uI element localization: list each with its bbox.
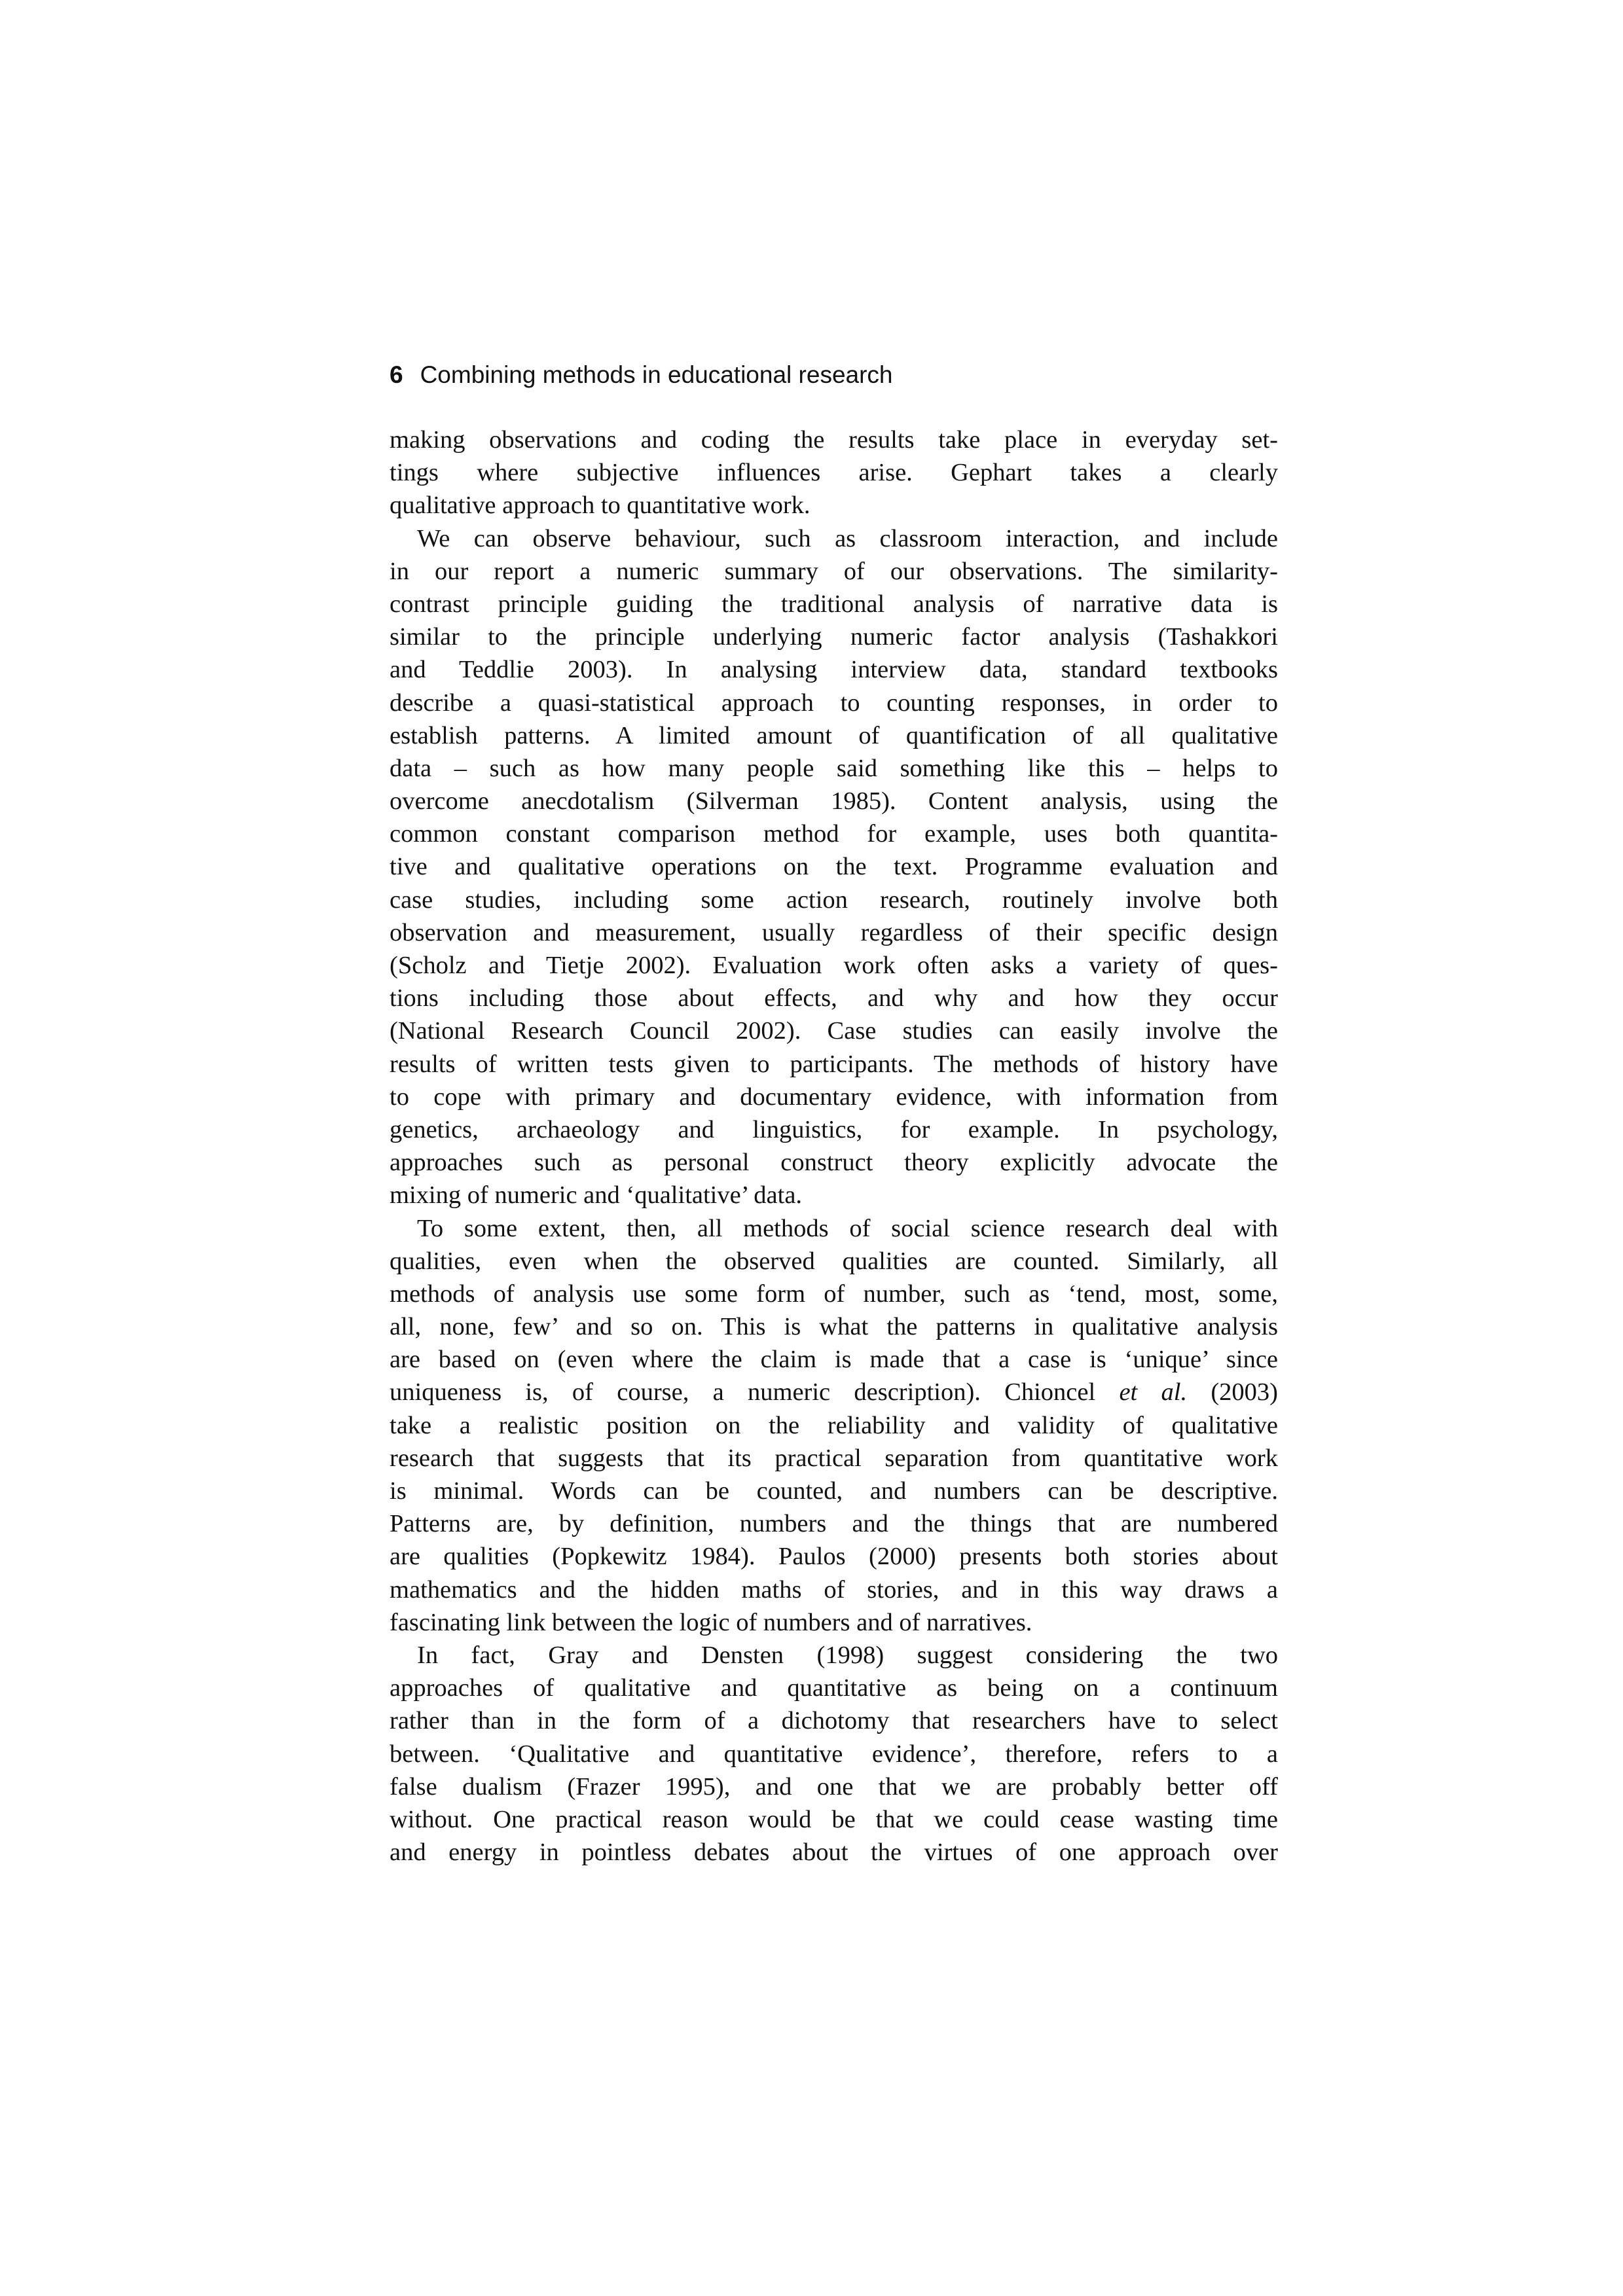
paragraph [390, 423, 1278, 522]
text-line: to cope with primary and documentary evidence, with information from [390, 1083, 1278, 1111]
text-line: without. One practical reason would be that we could cease wasting time [390, 1805, 1278, 1833]
text-line: are qualities (Popkewitz 1984). Paulos (2000) presents both stories about [390, 1543, 1278, 1571]
text-line: are based on (even where the claim is made that a case is ‘unique’ since [390, 1346, 1278, 1374]
text-line: similar to the principle underlying numeric factor analysis (Tashakkori [390, 623, 1278, 651]
paragraph [390, 1212, 1278, 1639]
paragraph [390, 1639, 1278, 1869]
text-line: tions including those about effects, and why and how they occur [390, 984, 1278, 1013]
text-line: rather than in the form of a dichotomy that researchers have to select [390, 1707, 1278, 1735]
text-line: overcome anecdotalism (Silverman 1985). Content analysis, using the [390, 787, 1278, 816]
italic-text: et al. [1119, 1378, 1188, 1407]
text-line: take a realistic position on the reliability and validity of qualitative [390, 1411, 1278, 1439]
text-line: Patterns are, by definition, numbers and the things that are numbered [390, 1510, 1278, 1538]
text-line: tings where subjective influences arise. Gephart takes a clearly [390, 459, 1278, 487]
text-line: mathematics and the hidden maths of stories, and in this way draws a [390, 1575, 1278, 1604]
text-segment: (2003) [1187, 1378, 1278, 1407]
text-line: making observations and coding the results take place in everyday set- [390, 426, 1278, 454]
body-text [390, 423, 1278, 1869]
text-line: fascinating link between the logic of numbers and of narratives. [390, 1608, 1032, 1636]
text-line: results of written tests given to participants. The methods of history have [390, 1050, 1278, 1078]
text-line: all, none, few’ and so on. This is what the patterns in qualitative analysis [390, 1313, 1278, 1341]
text-line: false dualism (Frazer 1995), and one that we are probably better off [390, 1772, 1278, 1801]
text-line: To some extent, then, all methods of social science research deal with [417, 1214, 1278, 1242]
text-line: case studies, including some action research, routinely involve both [390, 886, 1278, 914]
text-line: describe a quasi-statistical approach to counting responses, in order to [390, 689, 1278, 717]
text-line: in our report a numeric summary of our observations. The similarity- [390, 557, 1278, 585]
text-line: qualities, even when the observed qualities are counted. Similarly, all [390, 1247, 1278, 1275]
text-line: research that suggests that its practical separation from quantitative work [390, 1444, 1278, 1472]
text-segment: uniqueness is, of course, a numeric description). Chioncel [390, 1378, 1120, 1407]
text-line: mixing of numeric and ‘qualitative’ data. [390, 1181, 803, 1210]
text-line: and energy in pointless debates about the virtues of one approach over [390, 1839, 1278, 1867]
text-line: (Scholz and Tietje 2002). Evaluation work often asks a variety of ques- [390, 952, 1278, 979]
text-line: and Teddlie 2003). In analysing interview data, standard textbooks [390, 656, 1278, 684]
paragraph [390, 522, 1278, 1212]
text-line: qualitative approach to quantitative work. [390, 492, 811, 520]
text-line: observation and measurement, usually regardless of their specific design [390, 918, 1278, 946]
text-line: tive and qualitative operations on the text. Programme evaluation and [390, 853, 1278, 881]
page-number: 6 [390, 361, 403, 388]
text-line: approaches such as personal construct theory explicitly advocate the [390, 1149, 1278, 1177]
text-line: genetics, archaeology and linguistics, for example. In psychology, [390, 1115, 1278, 1143]
text-line: contrast principle guiding the traditional analysis of narrative data is [390, 590, 1278, 618]
text-line: between. ‘Qualitative and quantitative evidence’, therefore, refers to a [390, 1740, 1278, 1768]
running-title: Combining methods in educational research [420, 361, 893, 388]
text-line: is minimal. Words can be counted, and numbers can be descriptive. [390, 1477, 1278, 1505]
text-line: We can observe behaviour, such as classroom interaction, and include [417, 524, 1278, 552]
text-line: approaches of qualitative and quantitative as being on a continuum [390, 1674, 1278, 1702]
text-line: In fact, Gray and Densten (1998) suggest considering the two [417, 1641, 1278, 1669]
running-header [390, 359, 893, 391]
text-line: establish patterns. A limited amount of quantification of all qualitative [390, 721, 1278, 749]
text-line: (National Research Council 2002). Case studies can easily involve the [390, 1017, 1278, 1045]
text-line: methods of analysis use some form of number, such as ‘tend, most, some, [390, 1280, 1278, 1308]
text-line: data – such as how many people said something like this – helps to [390, 754, 1278, 782]
text-line [390, 1376, 1278, 1408]
text-line: common constant comparison method for example, uses both quantita- [390, 820, 1278, 848]
